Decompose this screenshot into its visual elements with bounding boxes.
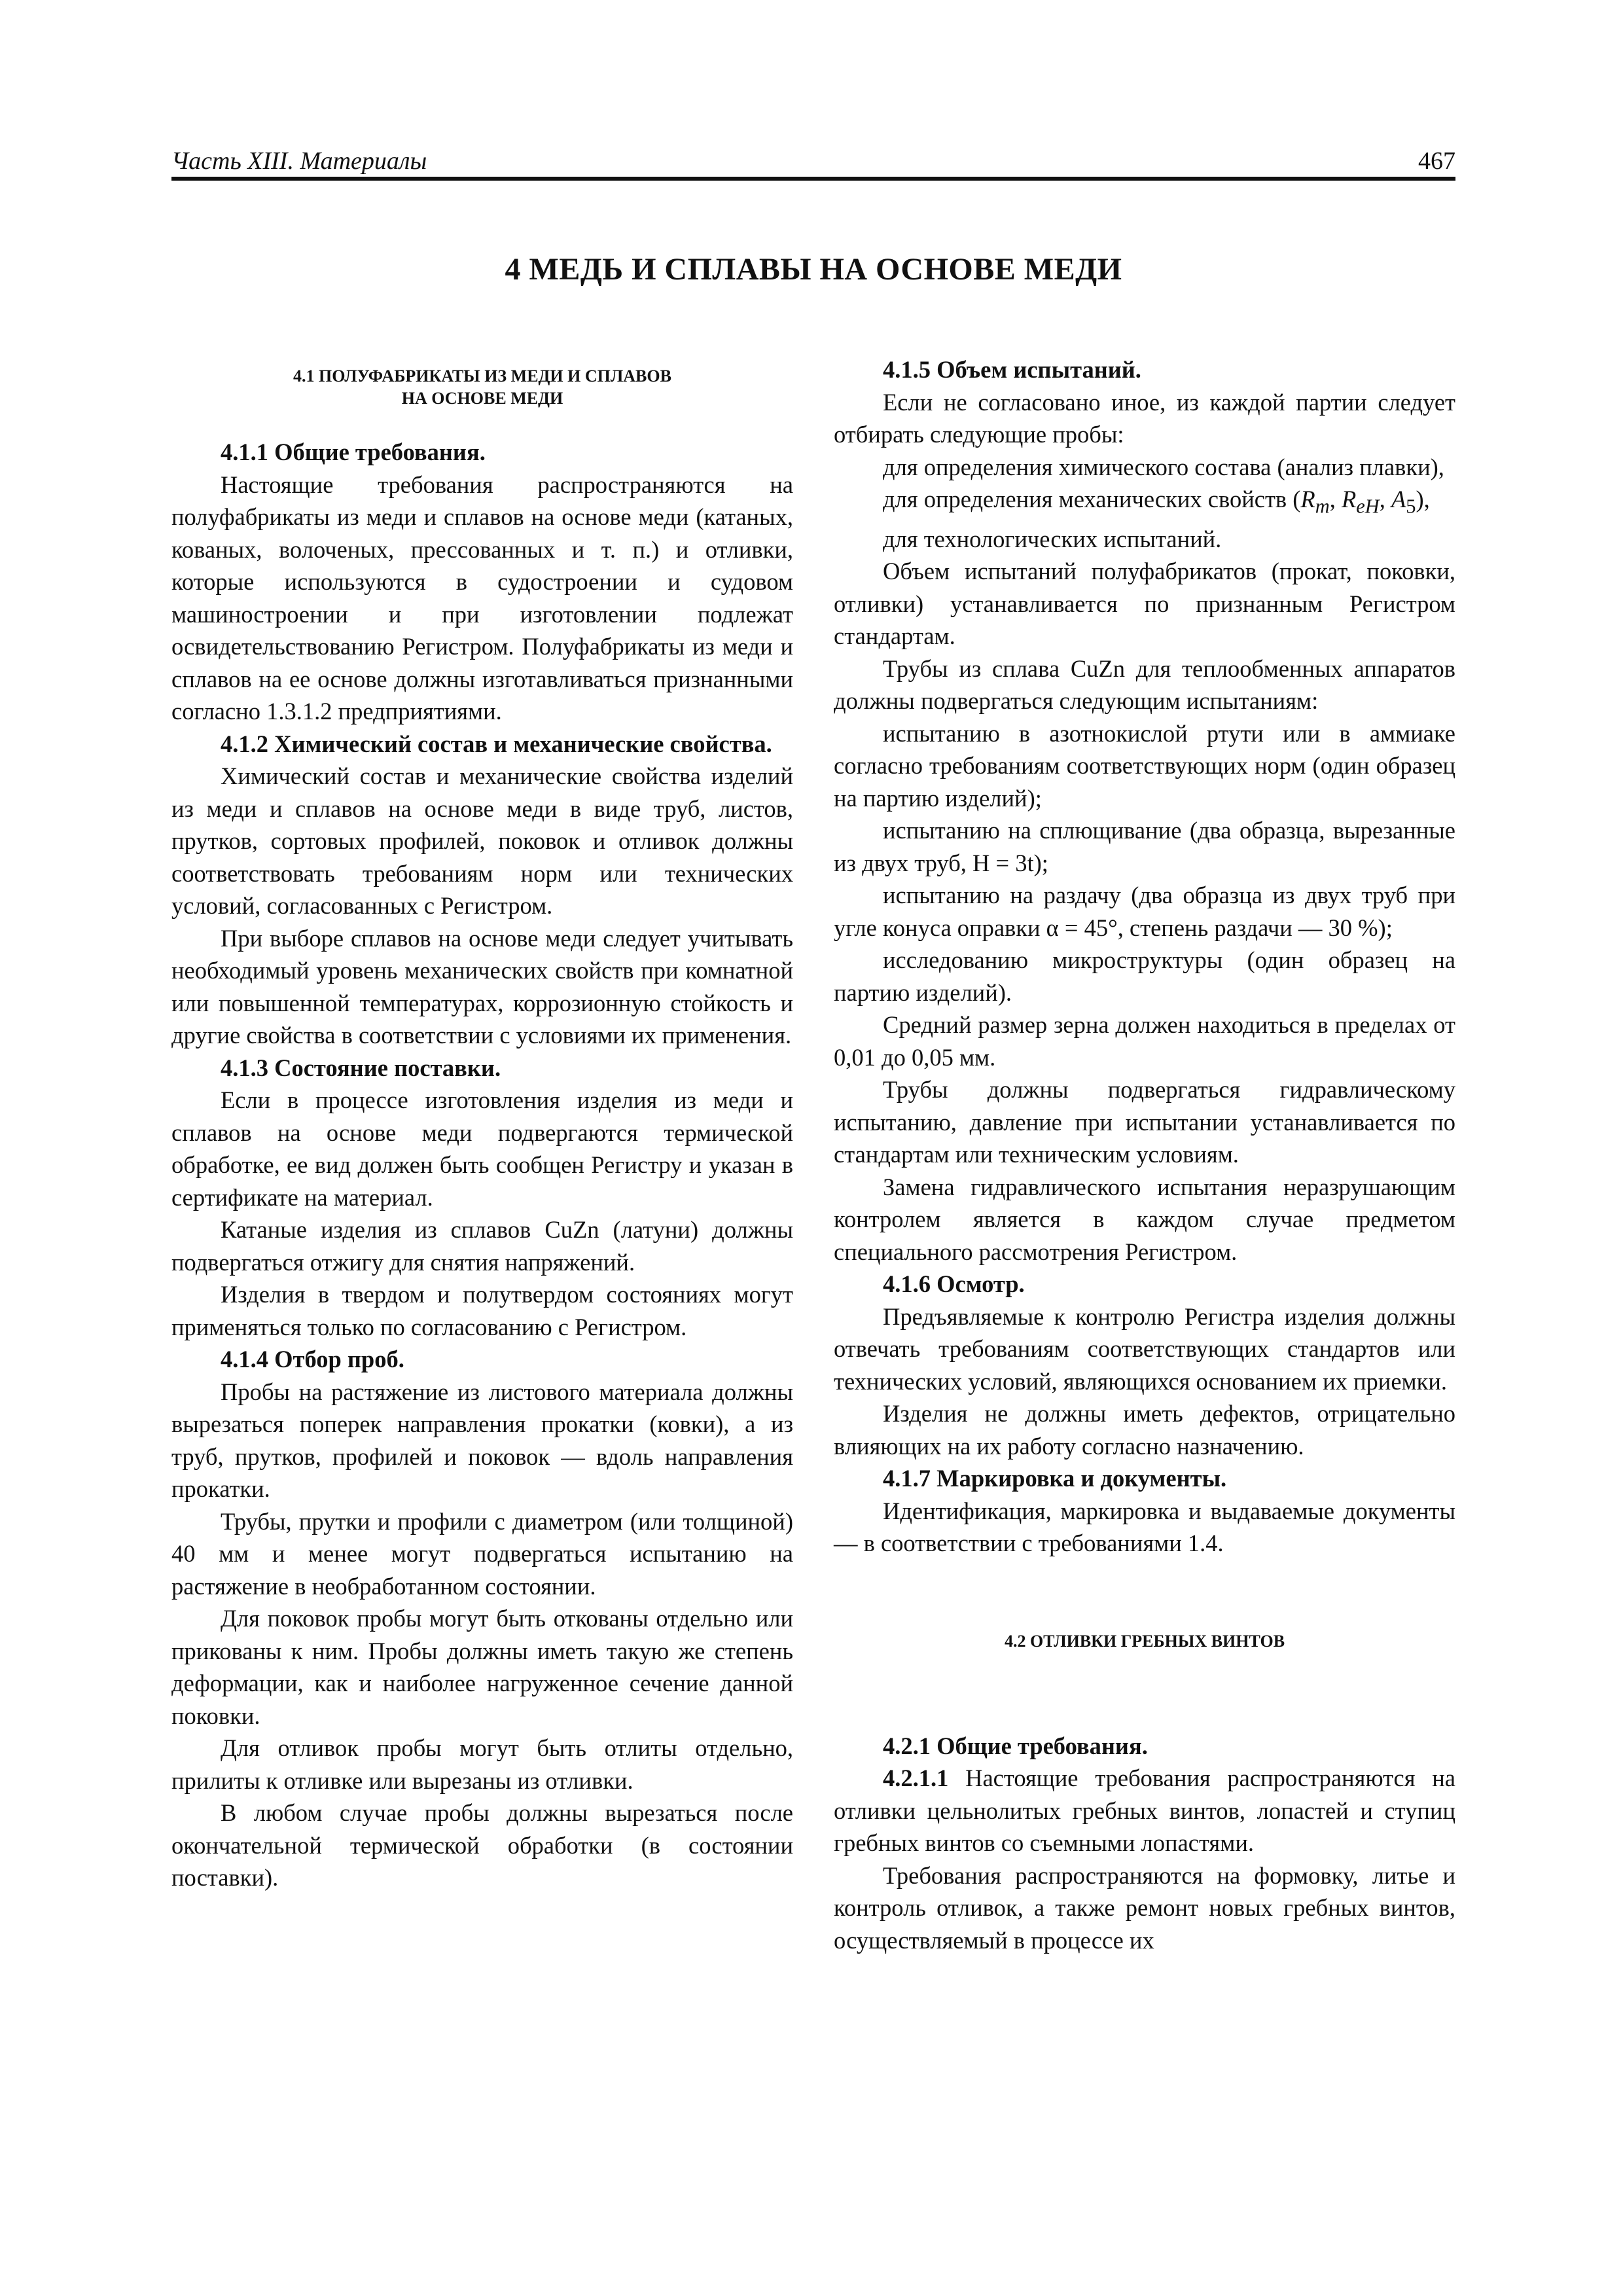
symbol: R [1341, 486, 1357, 512]
paragraph: Требования распространяются на формовку, литье и контроль отливок, а также ремонт новых гребных винтов, осуществляемый в процессе их [834, 1861, 1455, 1954]
paragraph: Химический состав и механические свойства изделий из меди и сплавов на основе меди в виде труб, листов, прутков, сортовых профилей, поковок и отливок должны соответствовать требованиям норм или технических условий, согласованных с Регистром. [171, 762, 793, 919]
section-heading-line: 4.1 ПОЛУФАБРИКАТЫ ИЗ МЕДИ И СПЛАВОВ [293, 367, 671, 386]
page-number: 467 [1418, 147, 1455, 175]
paragraph: испытанию в азотнокислой ртути или в аммиаке согласно требованиям соответствующих норм (один образец на партию изделий); [834, 719, 1455, 812]
paragraph: Изделия в твердом и полутвердом состояниях могут применяться только по согласованию с Регистром. [171, 1281, 793, 1340]
paragraph: Изделия не должны иметь дефектов, отрицательно влияющих на их работу согласно назначению. [834, 1400, 1455, 1460]
paragraph: для технологических испытаний. [883, 525, 1222, 552]
paragraph: Замена гидравлического испытания неразрушающим контролем является в каждом случае предметом специального рассмотрения Регистром. [834, 1173, 1455, 1265]
subheading-4-1-7: 4.1.7 Маркировка и документы. [883, 1465, 1227, 1492]
text: Настоящие требования распространяются на отливки цельнолитых гребных винтов, лопастей и ступиц гребных винтов со съемными лопастями. [834, 1765, 1455, 1857]
paragraph: испытанию на раздачу (два образца из двух труб при угле конуса оправки α = 45°, степень раздачи — 30 %); [834, 882, 1455, 941]
left-column [171, 353, 793, 1894]
paragraph: Настоящие требования распространяются на полуфабрикаты из меди и сплавов на основе меди (катаных, кованых, волоченых, прессованных и т. п.) и отливки, которые используются в судостроении и судовом машиностроении и при изготовлении подлежат освидетельствованию Регистром. Полуфабрикаты из меди и сплавов на ее основе должны изготавливаться признанными согласно 1.3.1.2 предприятиями. [171, 471, 793, 725]
paragraph: Средний размер зерна должен находиться в пределах от 0,01 до 0,05 мм. [834, 1011, 1455, 1071]
paragraph: Трубы, прутки и профили с диаметром (или толщиной) 40 мм и менее могут подвергаться испытанию на растяжение в необработанном состоянии. [171, 1507, 793, 1600]
paragraph: исследованию микроструктуры (один образец на партию изделий). [834, 946, 1455, 1006]
subheading-4-1-2: 4.1.2 Химический состав и механические свойства. [221, 730, 772, 757]
paragraph: Объем испытаний полуфабрикатов (прокат, поковки, отливки) устанавливается по признанным Регистром стандартам. [834, 558, 1455, 650]
paragraph: Для отливок пробы могут быть отлиты отдельно, прилиты к отливке или вырезаны из отливки. [171, 1734, 793, 1794]
section-heading-4-2: 4.2 ОТЛИВКИ ГРЕБНЫХ ВИНТОВ [1004, 1631, 1285, 1651]
subheading-4-1-3: 4.1.3 Состояние поставки. [221, 1054, 501, 1081]
subheading-4-1-5: 4.1.5 Объем испытаний. [883, 356, 1141, 383]
paragraph: Трубы должны подвергаться гидравлическому испытанию, давление при испытании устанавливается по стандартам или техническим условиям. [834, 1076, 1455, 1168]
paragraph-4-2-1-1 [834, 1762, 1455, 1859]
paragraph: Катаные изделия из сплавов CuZn (латуни) должны подвергаться отжигу для снятия напряжений. [171, 1216, 793, 1276]
subscript: m [1315, 495, 1330, 518]
subheading-4-1-6: 4.1.6 Осмотр. [883, 1270, 1025, 1298]
section-heading-4-1 [171, 365, 793, 410]
paragraph: Предъявляемые к контролю Регистра изделия должны отвечать требованиям соответствующих стандартов или технических условий, являющихся основанием их приемки. [834, 1302, 1455, 1395]
subscript: 5 [1406, 495, 1416, 518]
right-column [834, 353, 1455, 1956]
paragraph: Идентификация, маркировка и выдаваемые документы — в соответствии с требованиями 1.4. [834, 1497, 1455, 1557]
text: для определения механических свойств ( [883, 486, 1301, 512]
subheading-4-1-1: 4.1.1 Общие требования. [221, 439, 486, 465]
paragraph: В любом случае пробы должны вырезаться после окончательной термической обработки (в состоянии поставки). [171, 1799, 793, 1891]
paragraph: Для поковок пробы могут быть откованы отдельно или прикованы к ним. Пробы должны иметь такую же степень деформации, как и наиболее нагруженное сечение данной поковки. [171, 1605, 793, 1729]
paragraph: Если не согласовано иное, из каждой партии следует отбирать следующие пробы: [834, 388, 1455, 448]
clause-number: 4.2.1.1 [883, 1765, 949, 1792]
paragraph: При выборе сплавов на основе меди следует учитывать необходимый уровень механических свойств при комнатной или повышенной температурах, коррозионную стойкость и другие свойства в соответствии с условиями их применения. [171, 924, 793, 1049]
symbol: A [1391, 486, 1406, 512]
paragraph-mechanical-properties [834, 483, 1455, 523]
text: , [1329, 486, 1342, 512]
paragraph: Пробы на растяжение из листового материала должны вырезаться поперек направления прокатки (ковки), а из труб, прутков, профилей и поковок — вдоль направления прокатки. [171, 1378, 793, 1502]
running-head [171, 143, 1455, 182]
paragraph: испытанию на сплющивание (два образца, вырезанные из двух труб, H = 3t); [834, 817, 1455, 876]
subheading-4-2-1: 4.2.1 Общие требования. [883, 1732, 1148, 1759]
part-title: Часть XIII. Материалы [171, 147, 427, 175]
subscript: eH [1356, 495, 1380, 518]
paragraph: Если в процессе изготовления изделия из меди и сплавов на основе меди подвергаются термической обработке, ее вид должен быть сообщен Регистру и указан в сертификате на материал. [171, 1086, 793, 1211]
paragraph: Трубы из сплава CuZn для теплообменных аппаратов должны подвергаться следующим испытаниям: [834, 655, 1455, 715]
symbol: R [1300, 486, 1315, 512]
chapter-title: 4 МЕДЬ И СПЛАВЫ НА ОСНОВЕ МЕДИ [505, 252, 1122, 287]
text: ), [1416, 486, 1430, 512]
text: , [1379, 486, 1391, 512]
header-rule [171, 177, 1455, 181]
subheading-4-1-4: 4.1.4 Отбор проб. [221, 1346, 404, 1372]
paragraph: для определения химического состава (анализ плавки), [883, 453, 1444, 480]
section-heading-line: НА ОСНОВЕ МЕДИ [401, 389, 563, 408]
